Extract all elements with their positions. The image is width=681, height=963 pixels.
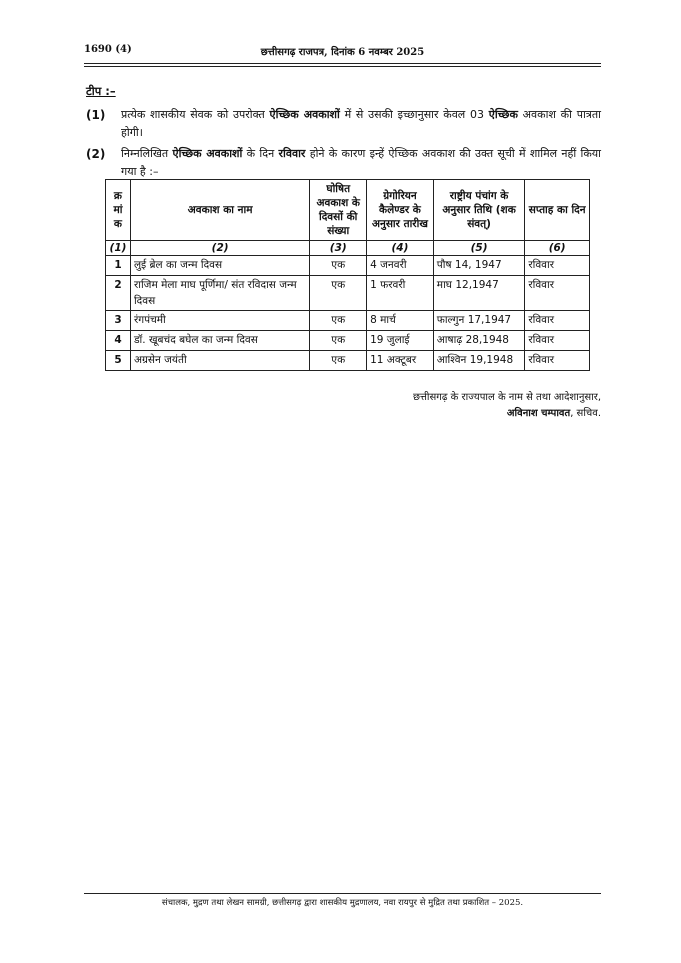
table-row (106, 331, 590, 351)
column-number: (4) (367, 241, 434, 256)
cell-national: माघ 12,1947 (433, 276, 525, 311)
optional-holidays-table (105, 179, 590, 371)
table-row (106, 311, 590, 331)
cell-weekday: रविवार (525, 311, 590, 331)
authority-line: छत्तीसगढ़ के राज्यपाल के नाम से तथा आदेशानुसार, (412, 392, 601, 403)
cell-days: एक (310, 351, 367, 371)
note-item-text: प्रत्येक शासकीय सेवक को उपरोक्त ऐच्छिक अवकाशों में से उसकी इच्छानुसार केवल 03 ऐच्छिक अवकाश की पात्रता होगी। (121, 108, 601, 139)
header-serial: क्र मां क (106, 180, 131, 241)
cell-holiday-name: रंगपंचमी (130, 311, 309, 331)
cell-national: आषाढ़ 28,1948 (433, 331, 525, 351)
column-number: (6) (525, 241, 590, 256)
header-days-count: घोषित अवकाश के दिवसों की संख्या (310, 180, 367, 241)
table-row (106, 276, 590, 311)
cell-holiday-name: लुई ब्रेल का जन्म दिवस (130, 256, 309, 276)
column-number-row (106, 241, 590, 256)
cell-weekday: रविवार (525, 256, 590, 276)
gazette-title: छत्तीसगढ़ राजपत्र, दिनांक 6 नवम्बर 2025 (260, 47, 425, 58)
column-number: (3) (310, 241, 367, 256)
note-item-1 (86, 106, 601, 142)
printer-footer: संचालक, मुद्रण तथा लेखन सामग्री, छत्तीसगढ़ द्वारा शासकीय मुद्रणालय, नवा रायपुर से मुद्रित तथा प्रकाशित – 2025. (161, 898, 524, 908)
cell-weekday: रविवार (525, 351, 590, 371)
cell-gregorian: 11 अक्टूबर (367, 351, 434, 371)
cell-national: आश्विन 19,1948 (433, 351, 525, 371)
cell-gregorian: 4 जनवरी (367, 256, 434, 276)
header-weekday: सप्ताह का दिन (525, 180, 590, 241)
column-number: (2) (130, 241, 309, 256)
cell-holiday-name: राजिम मेला माघ पूर्णिमा/ संत रविदास जन्म दिवस (130, 276, 309, 311)
cell-gregorian: 1 फरवरी (367, 276, 434, 311)
cell-national: फाल्गुन 17,1947 (433, 311, 525, 331)
page-number: 1690 (4) (84, 44, 132, 55)
cell-holiday-name: अग्रसेन जयंती (130, 351, 309, 371)
cell-gregorian: 19 जुलाई (367, 331, 434, 351)
cell-serial: 2 (106, 276, 131, 311)
cell-days: एक (310, 331, 367, 351)
cell-serial: 1 (106, 256, 131, 276)
table-row (106, 351, 590, 371)
cell-holiday-name: डॉ. खूबचंद बघेल का जन्म दिवस (130, 331, 309, 351)
note-item-text: निम्नलिखित ऐच्छिक अवकाशों के दिन रविवार होने के कारण इन्हें ऐच्छिक अवकाश की उक्त सूची में शामिल नहीं किया गया है :– (121, 147, 601, 178)
cell-days: एक (310, 276, 367, 311)
cell-weekday: रविवार (525, 331, 590, 351)
cell-days: एक (310, 256, 367, 276)
table-row (106, 256, 590, 276)
signatory-designation: , सचिव. (570, 408, 601, 419)
cell-national: पौष 14, 1947 (433, 256, 525, 276)
cell-serial: 4 (106, 331, 131, 351)
header-holiday-name: अवकाश का नाम (130, 180, 309, 241)
header-national-date: राष्ट्रीय पंचांग के अनुसार तिथि (शक संवत्) (433, 180, 525, 241)
cell-serial: 3 (106, 311, 131, 331)
signatory-name: अविनाश चम्पावत (506, 408, 571, 419)
cell-days: एक (310, 311, 367, 331)
note-item-2 (86, 145, 601, 181)
cell-gregorian: 8 मार्च (367, 311, 434, 331)
header-rule-top (84, 63, 601, 64)
note-item-number: (1) (86, 108, 106, 122)
header-gregorian-date: ग्रेगोरियन कैलेण्डर के अनुसार तारीख (367, 180, 434, 241)
column-number: (1) (106, 241, 131, 256)
note-heading: टीप :– (86, 84, 116, 98)
signatory (300, 405, 601, 419)
note-item-number: (2) (86, 147, 106, 161)
cell-weekday: रविवार (525, 276, 590, 311)
footer-rule (84, 893, 601, 894)
table-header-row (106, 180, 590, 241)
column-number: (5) (433, 241, 525, 256)
page-header (84, 44, 601, 60)
header-rule-bottom (84, 66, 601, 67)
cell-serial: 5 (106, 351, 131, 371)
